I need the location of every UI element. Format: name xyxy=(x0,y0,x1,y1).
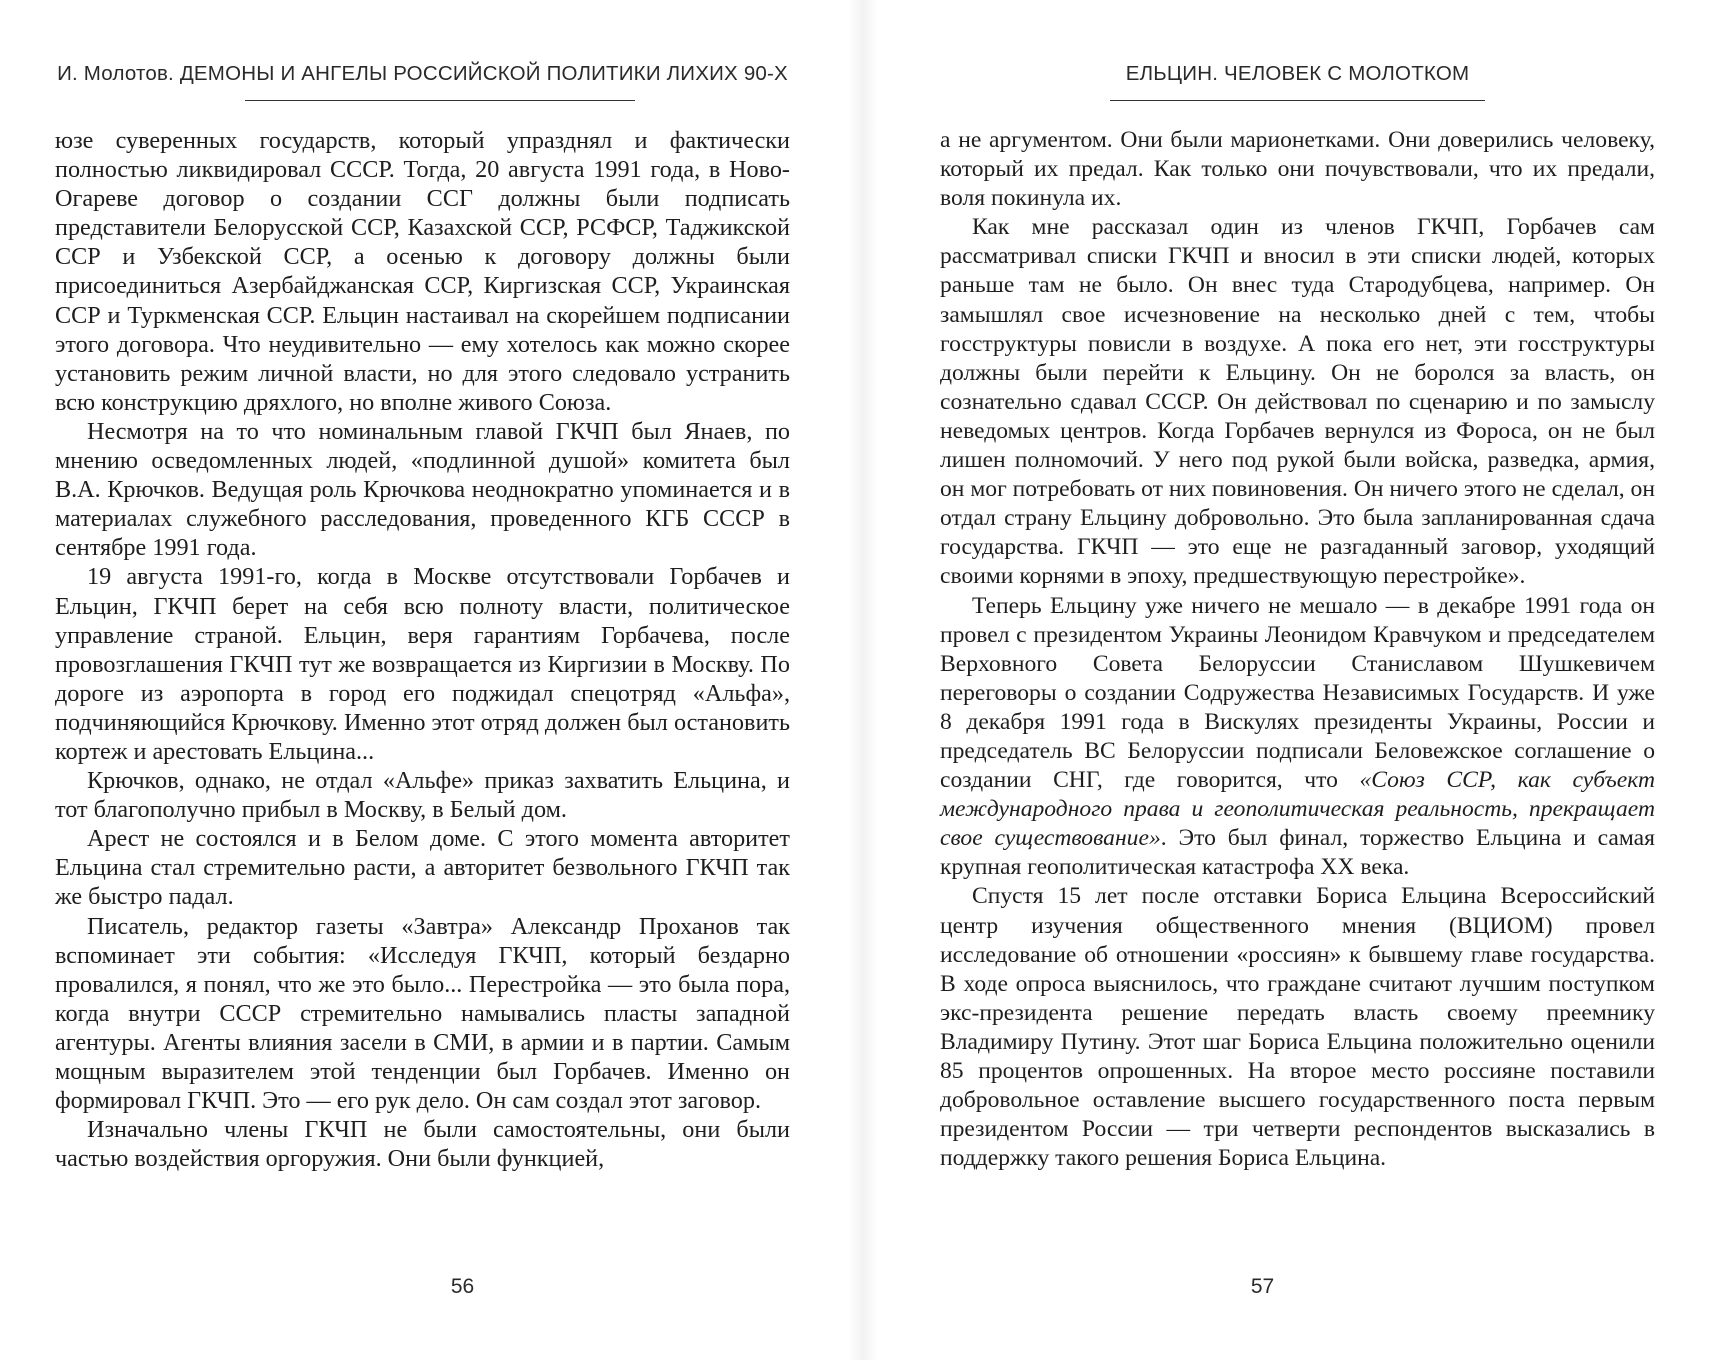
right-page-number: 57 xyxy=(1250,1275,1275,1298)
right-page-text xyxy=(940,126,1655,1173)
right-paragraph-3-text: Теперь Ельцину уже ничего не мешало — в декабре 1991 года он провел с президентом Украины Леонидом Кравчуком и председателем Верховного Совета Белоруссии Станиславом Шушкевичем переговоры о создании Содружества Независимых Государств. И уже 8 декабря 1991 года в Вискулях президенты Украины, России и председатель ВС Белоруссии подписали Беловежское соглашение о создании СНГ, где говорится, что xyxy=(940,592,1655,794)
left-paragraph-4: Крючков, однако, не отдал «Альфе» приказ захватить Ельцина, и тот благополучно прибыл в Москву, в Белый дом. xyxy=(55,767,790,824)
left-page-text xyxy=(55,126,790,1173)
right-head-rule xyxy=(1110,100,1485,101)
right-paragraph-3 xyxy=(940,592,1655,883)
right-running-head: ЕЛЬЦИН. ЧЕЛОВЕК С МОЛОТКОМ xyxy=(1125,62,1470,85)
left-running-head: И. Молотов. ДЕМОНЫ И АНГЕЛЫ РОССИЙСКОЙ ПОЛИТИКИ ЛИХИХ 90-Х xyxy=(57,62,788,85)
left-head-rule xyxy=(245,100,635,101)
gutter xyxy=(848,0,878,1360)
left-page xyxy=(55,0,790,1360)
left-paragraph-3: 19 августа 1991-го, когда в Москве отсутствовали Горбачев и Ельцин, ГКЧП берет на себя всю полноту власти, политическое управление страной. Ельцин, веря гарантиям Горбачева, после провозглашения ГКЧП тут же возвращается из Киргизии в Москву. По дороге из аэропорта в город его поджидал спецотряд «Альфа», подчиняющийся Крючкову. Именно этот отряд должен был остановить кортеж и арестовать Ельцина... xyxy=(55,563,790,765)
left-page-number: 56 xyxy=(450,1275,475,1298)
right-paragraph-3-quote: «Союз ССР, как субъект международного права и геополитическая реальность, прекращает свое существование» xyxy=(940,767,1655,852)
left-paragraph-7: Изначально члены ГКЧП не были самостоятельны, они были частью воздействия оргоружия. Они были функцией, xyxy=(55,1116,790,1173)
left-paragraph-1: юзе суверенных государств, который упразднял и фактически полностью ликвидировал СССР. Тогда, 20 августа 1991 года, в Ново-Огареве договор о создании ССГ должны были подписать представители Белорусской ССР, Казахской ССР, РСФСР, Таджикской ССР и Узбекской ССР, а осенью к договору должны были присоединиться Азербайджанская ССР, Киргизская ССР, Украинская ССР и Туркменская ССР. Ельцин настаивал на скорейшем подписании этого договора. Что неудивительно — ему хотелось как можно скорее установить режим личной власти, но для этого следовало устранить всю конструкцию дряхлого, но вполне живого Союза. xyxy=(55,127,790,416)
right-paragraph-1: а не аргументом. Они были марионетками. Они доверились человеку, который их предал. Как только они почувствовали, что их предали, воля покинула их. xyxy=(940,127,1655,212)
left-paragraph-5: Арест не состоялся и в Белом доме. С этого момента авторитет Ельцина стал стремительно расти, а авторитет безвольного ГКЧП так же быстро падал. xyxy=(55,825,790,911)
left-paragraph-6: Писатель, редактор газеты «Завтра» Александр Проханов так вспоминает эти события: «Исследуя ГКЧП, который бездарно провалился, я понял, что же это было... Перестройка — это была пора, когда внутри СССР стремительно намывались пласты западной агентуры. Агенты влияния засели в СМИ, в армии и в партии. Самым мощным выразителем этой тенденции был Горбачев. Именно он формировал ГКЧП. Это — его рук дело. Он сам создал этот заговор. xyxy=(55,912,790,1115)
right-paragraph-2: Как мне рассказал один из членов ГКЧП, Горбачев сам рассматривал списки ГКЧП и вносил в эти списки людей, которых раньше там не было. Он внес туда Стародубцева, например. Он замышлял свое исчезновение на несколько дней с тем, чтобы госструктуры повисли в воздухе. А пока его нет, эти госструктуры должны были перейти к Ельцину. Он не боролся за власть, он сознательно сдавал СССР. Он действовал по сценарию и по замыслу неведомых центров. Когда Горбачев вернулся из Фороса, он не был лишен полномочий. У него под рукой были войска, разведка, армия, он мог потребовать от них повиновения. Он ничего этого не сделал, он отдал страну Ельцину добровольно. Это была запланированная сдача государства. ГКЧП — это еще не разгаданный заговор, уходящий своими корнями в эпоху, предшествующую перестройке». xyxy=(940,214,1655,590)
left-paragraph-2: Несмотря на то что номинальным главой ГКЧП был Янаев, по мнению осведомленных людей, «подлинной душой» комитета был В.А. Крючков. Ведущая роль Крючкова неоднократно упоминается и в материалах служебного расследования, проведенного КГБ СССР в сентябре 1991 года. xyxy=(55,417,790,562)
right-paragraph-4: Спустя 15 лет после отставки Бориса Ельцина Всероссийский центр изучения общественного мнения (ВЦИОМ) провел исследование об отношении «россиян» к бывшему главе государства. В ходе опроса выяснилось, что граждане считают лучшим поступком экс-президента решение передать власть своему преемнику Владимиру Путину. Этот шаг Бориса Ельцина положительно оценили 85 процентов опрошенных. На второе место россияне поставили добровольное оставление высшего государственного поста первым президентом России — три четверти респондентов высказались в поддержку такого решения Бориса Ельцина. xyxy=(940,883,1655,1172)
right-page xyxy=(940,0,1655,1360)
right-paragraph-3-tail: . Это был финал, торжество Ельцина и самая крупная геополитическая катастрофа XX века. xyxy=(940,825,1655,881)
